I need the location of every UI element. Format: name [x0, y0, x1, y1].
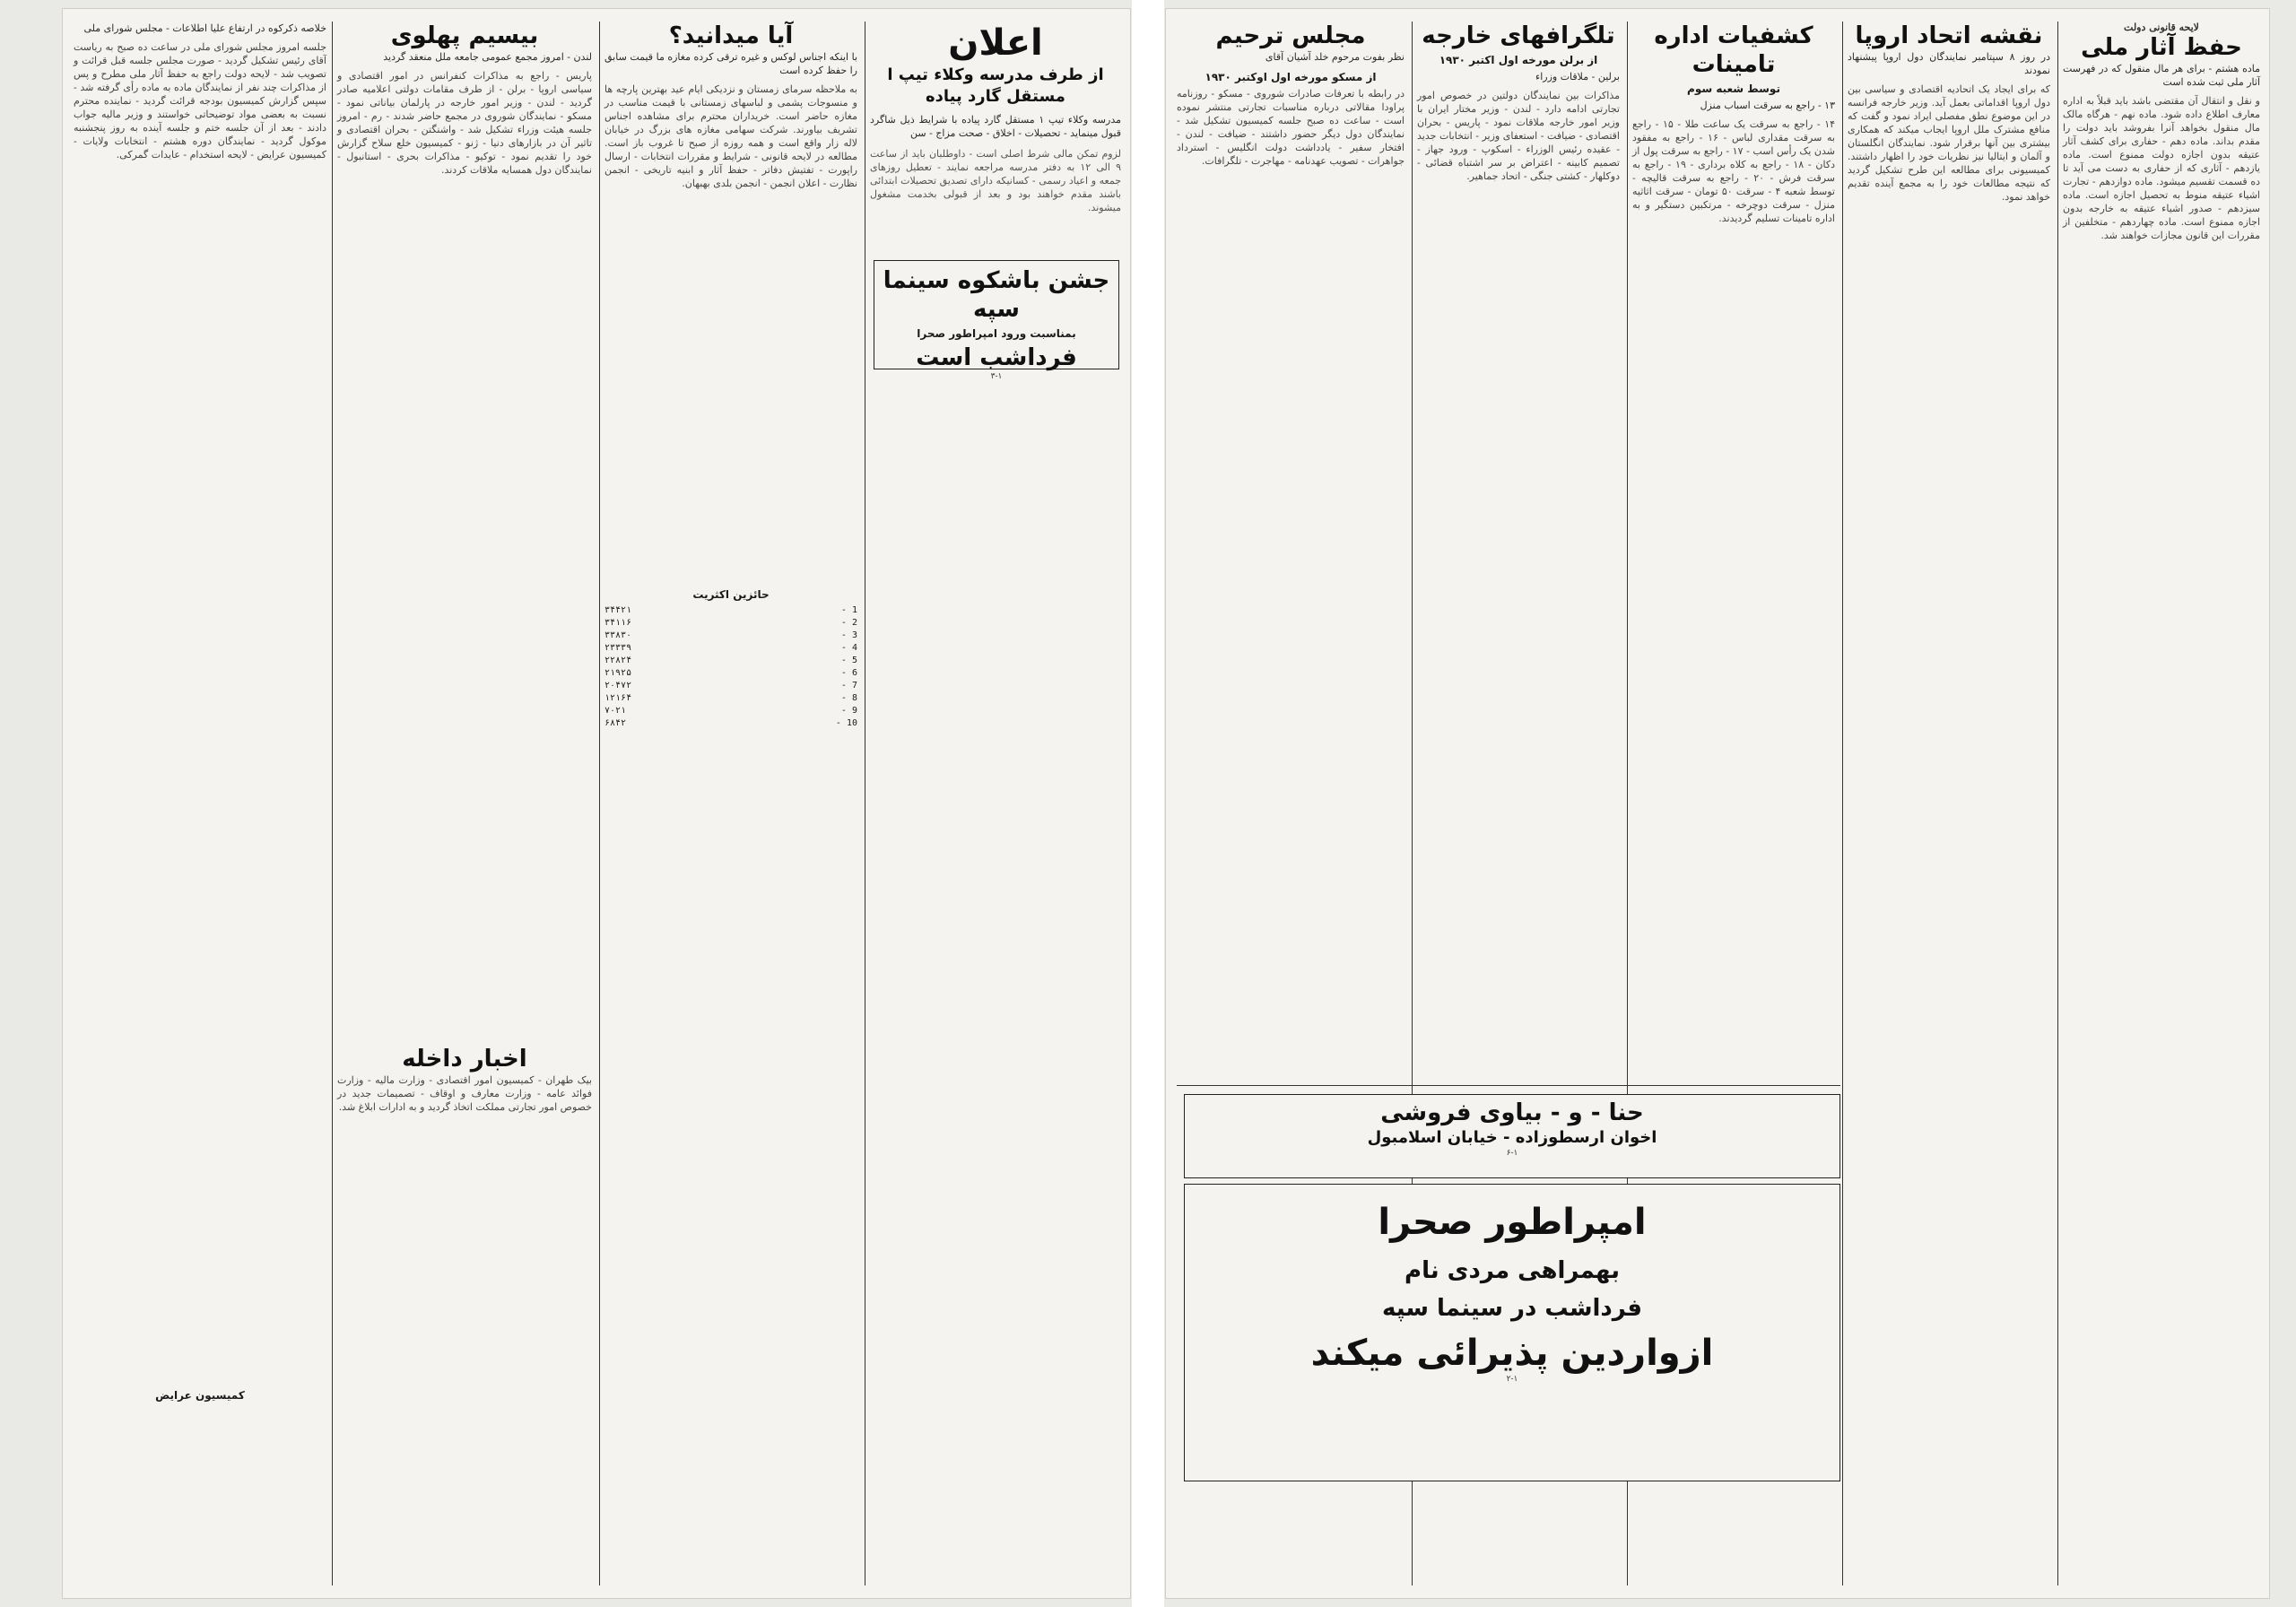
- cinema-ad-box: [874, 260, 1119, 381]
- table-cell-index: 4 -: [840, 643, 857, 653]
- r-col3-heading: کشفیات اداره تامینات: [1654, 22, 1813, 78]
- r-col2-body: در روز ۸ سپتامبر نمایندگان دول اروپا پیشنهاد نمودند: [1848, 51, 2050, 76]
- col-rule: [2057, 22, 2058, 1585]
- cinema-ad-note: ۳-۱: [990, 372, 1003, 381]
- cinema-ad-line1: بمناسبت ورود امپراطور صحرا: [917, 327, 1076, 340]
- ad-body: مدرسه وکلاء تیپ ۱ مستقل گارد پیاده با شرایط ذیل شاگرد قبول مینماید - تحصیلات - اخلاق - صحت مزاج - سن: [870, 114, 1121, 139]
- table-cell-value: ۲۲۸۲۴: [604, 656, 632, 665]
- ad-heading: اعلان: [948, 22, 1043, 64]
- table-cell-value: ۳۳۸۳۰: [604, 630, 632, 640]
- henna-ad-note: ۶-۱: [1506, 1149, 1518, 1158]
- cinema-ad-line2: فرداشب است: [916, 344, 1077, 371]
- table-row: [604, 617, 857, 630]
- henna-ad-line2: اخوان ارسطوزاده - خیابان اسلامبول: [1367, 1128, 1657, 1147]
- col3-section: اخبار داخله: [402, 1046, 527, 1073]
- emperor-ad-box: [1184, 1184, 1840, 1481]
- col-rule: [332, 22, 333, 1585]
- cinema-ad-title: جشن باشکوه سینما سپه: [883, 267, 1110, 323]
- col2-heading: آیا میدانید؟: [668, 22, 794, 49]
- left-col-2: آیا میدانید؟ با اینکه اجناس لوکس و غیره ترقی کرده مغازه ما قیمت سابق را حفظ کرده است به ملاحظه سرمای زمستان و نزدیکی ایام عید بهترین پارچه ها و منسوجات پشمی و لباسهای زمستانی با قیمت مناسب در مغازه حاضر است. خریداران محترم برای مشاهده اجناس تشریف بیاورند. شرکت سهامی مغازه های بزرگ در خیابان لاله زار واقع است و همه روزه از صبح تا غروب باز است. مطالعه در لایحه قانونی - شرایط و مقررات انتخابات - ارسال راپورت - تفتیش دفاتر - حفظ آثار و ابنیه تاریخی - انجمن نظارت - اعلان انجمن - انجمن بلدی بهبهان. حائزین اکثریت 1 - ۳۴۴۲۱ 2 - ۳۴۱۱۶ 3 - ۳۳۸۳۰ 4 - ۲۳۳۳۹ 5 - ۲۲۸۲۴ 6 - ۲۱۹۲۵ 7 - ۲۰۴۷۲ 8 - ۱۲۱۶۴ 9 - ۷۰۲۱ 10 - ۶۸۴۲: [604, 22, 857, 728]
- r-col4-subheading: از برلن مورخه اول اکتبر ۱۹۳۰: [1439, 54, 1598, 66]
- emperor-ad-line4: ازواردین پذیرائی میکند: [1310, 1333, 1714, 1374]
- henna-ad-line1: حنا - و - بیاوی فروشی: [1380, 1099, 1644, 1126]
- table-cell-index: 1 -: [840, 605, 857, 615]
- table-cell-index: 2 -: [840, 618, 857, 628]
- col3-body: لندن - امروز مجمع عمومی جامعه ملل منعقد گردید: [383, 51, 592, 63]
- table-row: [604, 692, 857, 705]
- table-cell-value: ۳۴۴۲۱: [604, 605, 632, 615]
- r-col5-body: نظر بفوت مرحوم خلد آشیان آقای: [1265, 51, 1405, 63]
- spread-gutter: [1132, 0, 1164, 1607]
- table-title: حائزین اکثریت: [692, 588, 770, 601]
- r-col1-body: ماده هشتم - برای هر مال منقول که در فهرست آثار ملی ثبت شده است: [2063, 63, 2260, 88]
- table-cell-value: ۲۱۹۲۵: [604, 668, 632, 678]
- henna-ad-box: [1184, 1094, 1840, 1178]
- table-cell-value: ۳۴۱۱۶: [604, 618, 632, 628]
- left-col-4: خلاصه ذکرکوه در ارتفاع علیا اطلاعات - مجلس شورای ملی جلسه امروز مجلس شورای ملی در ساعت ده صبح به ریاست آقای رئیس تشکیل گردید - صورت مجلس جلسه قبل قرائت و تصویب شد - لایحه دولت راجع به حفظ آثار ملی مطرح و پس از مذاکرات چند نفر از نمایندگان ماده به ماده رأی گرفته شد - سپس گزارش کمیسیون بودجه قرائت گردید - نماینده محترم نسبت به بعضی مواد توضیحاتی خواستند و وزیر مالیه جواب دادند - بعد از آن جلسه ختم و جلسه آینده به روز پنجشنبه موکول گردید - نمایندگان دوره هشتم - انتخابات ولایات - کمیسیون عرایض - لایحه استخدام - عایدات گمرکی. کمیسیون عرایض: [74, 22, 326, 1402]
- right-col-4: تلگرافهای خارجه از برلن مورخه اول اکتبر ۱۹۳۰ برلین - ملاقات وزراء مذاکرات بین نمایندگان دولتین در خصوص امور تجارتی ادامه دارد - لندن - وزیر مختار ایران با وزیر امور خارجه ملاقات نمود - پاریس - بحران اقتصادی - ضیافت - استعفای وزیر - انتخابات جدید - عقیده رئیس الوزراء - اسکوپ - ورود جهاز - تصمیم کابینه - اعتراض بر سر اشتباه قضائی - دوکلهار - کشتی جنگی - اتحاد جماهیر.: [1417, 22, 1620, 182]
- col4-section: کمیسیون عرایض: [155, 1389, 245, 1402]
- emperor-ad-line2: بهمراهی مردی نام: [1405, 1257, 1620, 1284]
- ad-divider: [1177, 1085, 1840, 1086]
- table-cell-value: ۶۸۴۲: [604, 718, 627, 728]
- table-cell-value: ۷۰۲۱: [604, 706, 627, 716]
- left-page: [63, 9, 1130, 1598]
- left-col-1: اعلان از طرف مدرسه وکلاء تیپ ا مستقل گارد پیاده مدرسه وکلاء تیپ ۱ مستقل گارد پیاده با شرایط ذیل شاگرد قبول مینماید - تحصیلات - اخلاق - صحت مزاج - سن لزوم تمکن مالی شرط اصلی است - داوطلبان باید از ساعت ۹ الی ۱۲ به دفتر مدرسه مراجعه نمایند - تعطیل روزهای جمعه و اعیاد رسمی - کسانیکه دارای تصدیق تحصیلات ابتدائی باشند مقدم خواهند بود و بعد از قبولی بخدمت مشغول میشوند.: [870, 22, 1121, 213]
- r-col3-subheading: توسط شعبه سوم: [1687, 83, 1780, 95]
- table-cell-index: 5 -: [840, 656, 857, 665]
- table-cell-index: 6 -: [840, 668, 857, 678]
- table-row: [604, 655, 857, 667]
- r-col5-subheading: از مسکو مورخه اول اوکتبر ۱۹۳۰: [1205, 71, 1377, 83]
- emperor-ad-note: ۲-۱: [1506, 1375, 1518, 1384]
- emperor-ad-line1: امپراطور صحرا: [1378, 1202, 1647, 1243]
- r-col4-body: برلین - ملاقات وزراء: [1535, 71, 1620, 83]
- emperor-ad-line3: فرداشب در سینما سپه: [1382, 1295, 1642, 1322]
- col-rule: [1842, 22, 1843, 1585]
- r-col5-heading: مجلس ترحیم: [1215, 22, 1366, 49]
- right-col-2: نقشه اتحاد اروپا در روز ۸ سپتامبر نمایندگان دول اروپا پیشنهاد نمودند که برای ایجاد یک اتحادیه اقتصادی و سیاسی بین دول اروپا اقداماتی بعمل آید. وزیر خارجه فرانسه در این موضوع نطق مفصلی ایراد نمود و گفت که منافع مشترک ملل اروپا ایجاب میکند که همکاری بیشتری بین آنها برقرار شود. نمایندگان انگلستان و آلمان و ایتالیا نیز نظریات خود را اظهار داشتند. کمیسیونی برای مطالعه این طرح تشکیل گردید که نتیجه مطالعات خود را به مجمع آینده تقدیم خواهد نمود.: [1848, 22, 2050, 203]
- r-col3-body: ۱۳ - راجع به سرقت اسباب منزل: [1700, 100, 1835, 111]
- table-cell-index: 8 -: [840, 693, 857, 703]
- col3-heading: بیسیم پهلوی: [390, 22, 539, 49]
- table-row: [604, 717, 857, 730]
- table-row: [604, 680, 857, 692]
- table-cell-value: ۲۰۴۷۲: [604, 681, 632, 691]
- right-col-3: کشفیات اداره تامینات توسط شعبه سوم ۱۳ - راجع به سرقت اسباب منزل ۱۴ - راجع به سرقت یک ساعت طلا - ۱۵ - راجع به سرقت مقداری لباس - ۱۶ - راجع به مفقود شدن یک رأس اسب - ۱۷ - راجع به سرقت پول از دکان - ۱۸ - راجع به کلاه برداری - ۱۹ - راجع به سرقت فرش - ۲۰ - راجع به سرقت قالیچه - توسط شعبه ۴ - سرقت ۵۰ تومان - سرقت اثاثیه منزل - سرقت دوچرخه - مرتکبین دستگیر و به اداره تامینات تسلیم گردیدند.: [1632, 22, 1836, 224]
- masthead: لایحه قانونی دولت: [2124, 22, 2199, 33]
- table-cell-index: 9 -: [840, 706, 857, 716]
- table-row: [604, 705, 857, 717]
- col-rule: [599, 22, 600, 1585]
- col2-body: با اینکه اجناس لوکس و غیره ترقی کرده مغازه ما قیمت سابق را حفظ کرده است: [604, 51, 857, 76]
- table-cell-index: 7 -: [840, 681, 857, 691]
- ad-subheading: از طرف مدرسه وکلاء تیپ ا مستقل گارد پیاده: [887, 65, 1104, 106]
- col4-body: خلاصه ذکرکوه در ارتفاع علیا اطلاعات - مجلس شورای ملی: [83, 22, 326, 34]
- votes-table: [604, 604, 857, 730]
- table-row: [604, 604, 857, 617]
- table-cell-value: ۲۳۳۳۹: [604, 643, 632, 653]
- right-col-5: مجلس ترحیم نظر بفوت مرحوم خلد آشیان آقای از مسکو مورخه اول اوکتبر ۱۹۳۰ در رابطه با تعرفات صادرات شوروی - مسکو - روزنامه پراودا مقالاتی درباره مناسبات تجارتی منتشر نموده است - ساعت ده صبح جلسه کمیسیون تشکیل شد - نمایندگان دول دیگر حضور داشتند - ضیافت - لندن - افتخار سفیر - یادداشت دولت انگلیس - استرداد جواهرات - تصویب عهدنامه - مهاجرت - تلگرافات.: [1177, 22, 1405, 167]
- r-col4-heading: تلگرافهای خارجه: [1422, 22, 1615, 49]
- table-row: [604, 630, 857, 642]
- table-cell-value: ۱۲۱۶۴: [604, 693, 632, 703]
- r-col2-heading: نقشه اتحاد اروپا: [1855, 22, 2043, 49]
- table-row: [604, 667, 857, 680]
- right-col-1: لایحه قانونی دولت حفظ آثار ملی ماده هشتم - برای هر مال منقول که در فهرست آثار ملی ثبت شده است و نقل و انتقال آن مقتضی باشد باید قبلاً به اداره معارف اطلاع داده شود. ماده نهم - هرگاه مالک مال منقول بخواهد آنرا بفروشد باید دولت را مقدم بداند. ماده دهم - حفاری برای کشف آثار عتیقه بدون اجازه دولت ممنوع است. ماده یازدهم - آثاری که از حفاری به دست می آید تا ده قسمت تقسیم میشود. ماده دوازدهم - تجارت اشیاء عتیقه منوط به تحصیل اجازه است. ماده سیزدهم - صدور اشیاء عتیقه به خارجه بدون اجازه ممنوع است. ماده چهاردهم - متخلفین از مقررات این قانون مجازات خواهند شد.: [2063, 22, 2260, 241]
- table-cell-index: 3 -: [840, 630, 857, 640]
- right-page: [1166, 9, 2269, 1598]
- table-cell-index: 10 -: [835, 718, 857, 728]
- r-col1-heading: حفظ آثار ملی: [2081, 34, 2242, 61]
- table-row: [604, 642, 857, 655]
- left-col-3: بیسیم پهلوی لندن - امروز مجمع عمومی جامعه ملل منعقد گردید پاریس - راجع به مذاکرات کنفرانس در امور اقتصادی و سیاسی اروپا - برلن - از طرف مقامات دولتی اعلامیه صادر گردید - لندن - وزیر امور خارجه در پارلمان بیاناتی نمود - مسکو - نمایندگان شوروی در مجمع حاضر شدند - رم - امروز جلسه هیئت وزراء تشکیل شد - واشنگتن - بحران اقتصادی و تاثیر آن در بازارهای دنیا - ژنو - کمیسیون خلع سلاح گزارش خود را تقدیم نمود - توکیو - مذاکرات بحری - استانبول - نمایندگان دول همسایه ملاقات کردند. اخبار داخله بیک طهران - کمیسیون امور اقتصادی - وزارت مالیه - وزارت فوائد عامه - وزارت معارف و اوقاف - تصمیمات جدید در خصوص امور تجارتی مملکت اتخاذ گردید و به ادارات ابلاغ شد.: [337, 22, 592, 1113]
